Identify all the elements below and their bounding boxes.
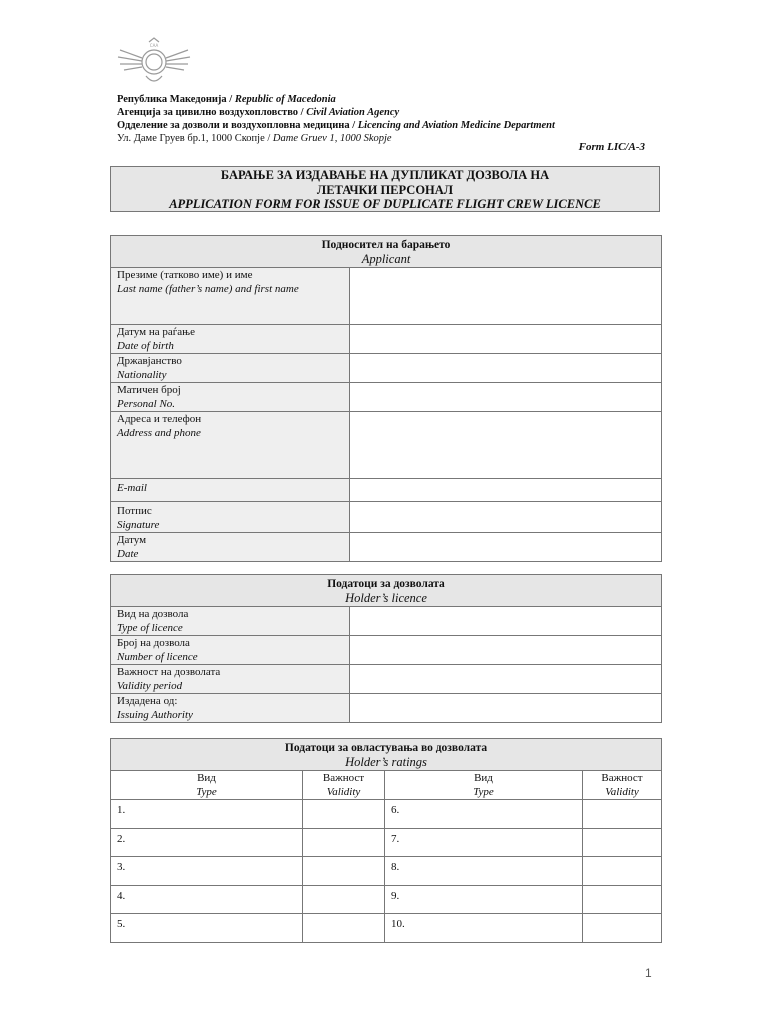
form-title-mk-line2: ЛЕТАЧКИ ПЕРСОНАЛ xyxy=(316,182,454,197)
signature-input[interactable] xyxy=(350,502,662,533)
label-mk: Потпис xyxy=(117,505,152,517)
licence-heading-mk: Податоци за дозволата xyxy=(327,578,445,590)
header-line-country xyxy=(117,93,336,106)
form-title-box xyxy=(110,166,660,212)
label-mk: Презиме (татково име) и име xyxy=(117,269,253,281)
address-phone-input[interactable] xyxy=(350,412,662,479)
label-mk: Датум xyxy=(117,534,147,546)
header-line-agency xyxy=(117,106,399,119)
ratings-section-heading xyxy=(111,739,662,771)
issuing-authority-input[interactable] xyxy=(350,694,662,723)
licence-table xyxy=(110,574,662,723)
header-agency-en: Civil Aviation Agency xyxy=(306,107,400,118)
rating-row xyxy=(111,829,662,857)
rating-type-cell[interactable]: 4. xyxy=(111,886,303,914)
label-en: E-mail xyxy=(117,482,147,494)
page-number: 1 xyxy=(645,966,652,980)
rating-validity-cell[interactable] xyxy=(583,914,662,943)
field-label-type-of-licence xyxy=(111,607,350,636)
label-en: Validity period xyxy=(117,680,183,692)
column-header-validity-right xyxy=(583,771,662,800)
field-label-date-of-birth xyxy=(111,325,350,354)
field-label-name xyxy=(111,268,350,325)
rating-validity-cell[interactable] xyxy=(583,857,662,886)
name-input[interactable] xyxy=(350,268,662,325)
rating-validity-cell[interactable] xyxy=(583,886,662,914)
label-mk: Број на дозвола xyxy=(117,637,190,649)
applicant-table xyxy=(110,235,662,562)
applicant-heading-en: Applicant xyxy=(361,252,411,266)
rating-type-cell[interactable]: 5. xyxy=(111,914,303,943)
field-label-date xyxy=(111,533,350,562)
header-line-department xyxy=(117,119,555,132)
number-of-licence-input[interactable] xyxy=(350,636,662,665)
applicant-section-heading xyxy=(111,236,662,268)
label-mk: Државјанство xyxy=(117,355,182,367)
field-label-nationality xyxy=(111,354,350,383)
personal-no-input[interactable] xyxy=(350,383,662,412)
licence-section-heading xyxy=(111,575,662,607)
col-label-mk: Вид xyxy=(474,772,493,784)
rating-type-cell[interactable]: 7. xyxy=(385,829,583,857)
rating-type-cell[interactable]: 2. xyxy=(111,829,303,857)
svg-text:CAA: CAA xyxy=(149,43,159,48)
ratings-heading-mk: Податоци за овластувања во дозволата xyxy=(284,742,488,754)
label-en: Number of licence xyxy=(117,651,198,663)
field-label-address-phone xyxy=(111,412,350,479)
header-country-mk: Република Македонија / xyxy=(117,94,233,105)
col-label-en: Validity xyxy=(326,786,361,798)
label-mk: Издадена од: xyxy=(117,695,178,707)
date-of-birth-input[interactable] xyxy=(350,325,662,354)
type-of-licence-input[interactable] xyxy=(350,607,662,636)
column-header-validity-left xyxy=(303,771,385,800)
field-label-signature xyxy=(111,502,350,533)
rating-validity-cell[interactable] xyxy=(583,829,662,857)
field-label-validity-period xyxy=(111,665,350,694)
rating-validity-cell[interactable] xyxy=(583,800,662,829)
header-department-en: Licencing and Aviation Medicine Department xyxy=(357,120,555,131)
header-address-en: Dame Gruev 1, 1000 Skopje xyxy=(272,133,392,144)
field-label-email xyxy=(111,479,350,502)
validity-period-input[interactable] xyxy=(350,665,662,694)
label-mk: Важност на дозволата xyxy=(117,666,221,678)
rating-row xyxy=(111,914,662,943)
column-header-type-right xyxy=(385,771,583,800)
rating-row xyxy=(111,800,662,829)
label-en: Signature xyxy=(117,519,160,531)
label-en: Nationality xyxy=(117,369,167,381)
licence-heading-en: Holder’s licence xyxy=(345,591,427,605)
col-label-en: Validity xyxy=(605,786,639,798)
rating-validity-cell[interactable] xyxy=(303,857,385,886)
header-country-en: Republic of Macedonia xyxy=(234,94,336,105)
label-mk: Датум на раѓање xyxy=(117,326,195,338)
header-address-mk: Ул. Даме Груев бр.1, 1000 Скопје / xyxy=(117,133,271,144)
rating-validity-cell[interactable] xyxy=(303,829,385,857)
rating-type-cell[interactable]: 1. xyxy=(111,800,303,829)
label-mk: Вид на дозвола xyxy=(117,608,189,620)
rating-type-cell[interactable]: 10. xyxy=(385,914,583,943)
date-input[interactable] xyxy=(350,533,662,562)
rating-validity-cell[interactable] xyxy=(303,914,385,943)
applicant-heading-mk: Подносител на барањето xyxy=(321,239,451,251)
form-code: Form LIC/A-3 xyxy=(578,141,645,153)
field-label-number-of-licence xyxy=(111,636,350,665)
col-label-mk: Важност xyxy=(601,772,643,784)
col-label-en: Type xyxy=(196,786,217,798)
col-label-mk: Важност xyxy=(322,772,365,784)
header-agency-mk: Агенција за цивилно воздухопловство / xyxy=(117,107,304,118)
ratings-heading-en: Holder’s ratings xyxy=(345,755,427,769)
col-label-mk: Вид xyxy=(197,772,216,784)
rating-validity-cell[interactable] xyxy=(303,800,385,829)
header-line-address xyxy=(117,132,392,145)
label-en: Personal No. xyxy=(117,398,176,410)
label-mk: Матичен број xyxy=(117,384,181,396)
label-en: Last name (father’s name) and first name xyxy=(117,283,299,295)
ratings-table xyxy=(110,738,662,943)
label-mk: Адреса и телефон xyxy=(117,413,202,425)
rating-type-cell[interactable]: 8. xyxy=(385,857,583,886)
col-label-en: Type xyxy=(473,786,494,798)
field-label-personal-no xyxy=(111,383,350,412)
field-label-issuing-authority xyxy=(111,694,350,723)
agency-logo xyxy=(116,36,192,92)
form-title-en: APPLICATION FORM FOR ISSUE OF DUPLICATE FLIGHT CREW LICENCE xyxy=(169,197,601,211)
rating-type-cell[interactable]: 3. xyxy=(111,857,303,886)
email-input[interactable] xyxy=(350,479,662,502)
form-title-mk-line1: БАРАЊЕ ЗА ИЗДАВАЊЕ НА ДУПЛИКАТ ДОЗВОЛА НА xyxy=(220,168,550,182)
label-en: Date of birth xyxy=(117,340,174,352)
rating-type-cell[interactable]: 6. xyxy=(385,800,583,829)
label-en: Issuing Authority xyxy=(117,709,193,721)
rating-row xyxy=(111,886,662,914)
header-department-mk: Одделение за дозволи и воздухопловна медицина / xyxy=(117,120,356,131)
rating-validity-cell[interactable] xyxy=(303,886,385,914)
column-header-type-left xyxy=(111,771,303,800)
label-en: Address and phone xyxy=(117,427,201,439)
nationality-input[interactable] xyxy=(350,354,662,383)
label-en: Type of licence xyxy=(117,622,183,634)
rating-row xyxy=(111,857,662,886)
rating-type-cell[interactable]: 9. xyxy=(385,886,583,914)
label-en: Date xyxy=(117,548,139,560)
